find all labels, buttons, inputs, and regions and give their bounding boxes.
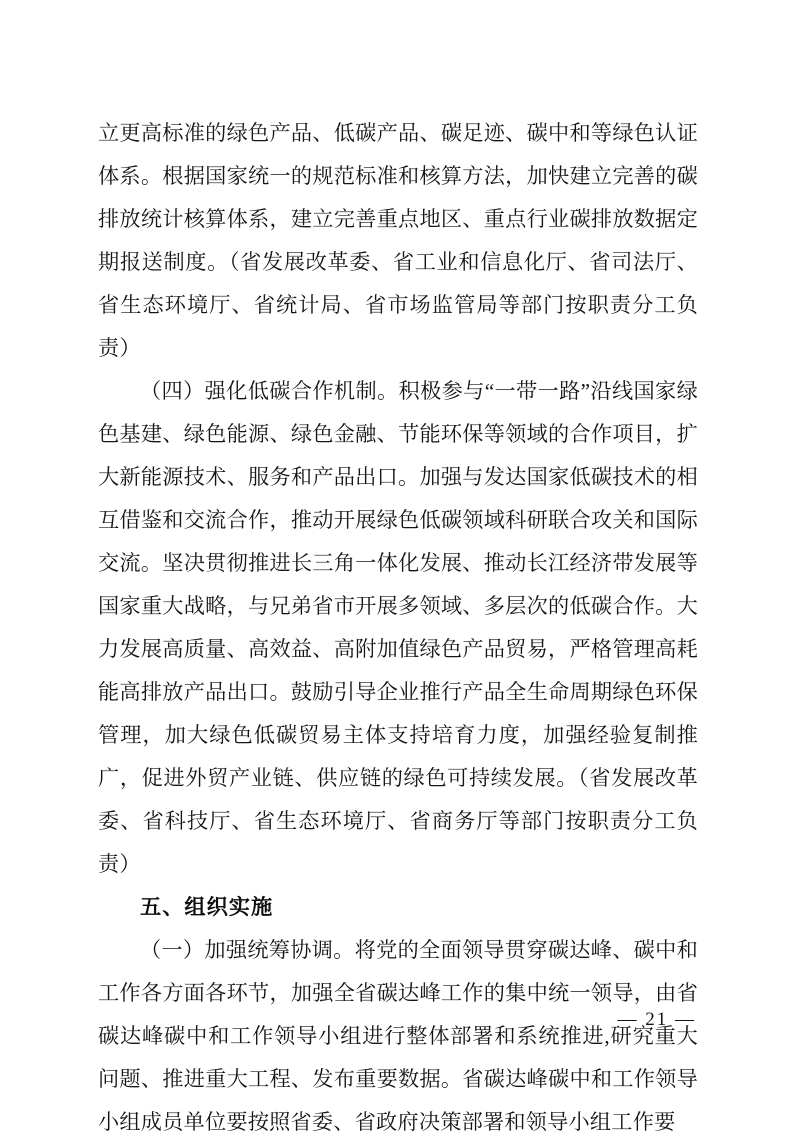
paragraph-section-four: （四）强化低碳合作机制。积极参与“一带一路”沿线国家绿色基建、绿色能源、绿色金融、节能环保等领域的合作项目，扩大新能源技术、服务和产品出口。加强与发达国家低碳技术的相互借鉴和交流合作，推动开展绿色低碳领域科研联合攻关和国际交流。坚决贯彻推进长三角一体化发展、推动长江经济带发展等国家重大战略，与兄弟省市开展多领域、多层次的低碳合作。大力发展高质量、高效益、高附加值绿色产品贸易，严格管理高耗能高排放产品出口。鼓励引导企业推行产品全生命周期绿色环保管理，加大绿色低碳贸易主体支持培育力度，加强经验复制推广，促进外贸产业链、供应链的绿色可持续发展。（省发展改革委、省科技厅、省生态环境厅、省商务厅等部门按职责分工负责）: [98, 379, 698, 876]
paragraph-continuation: 立更高标准的绿色产品、低碳产品、碳足迹、碳中和等绿色认证体系。根据国家统一的规范标准和核算方法，加快建立完善的碳排放统计核算体系，建立完善重点地区、重点行业碳排放数据定期报送制度。（省发展改革委、省工业和信息化厅、省司法厅、省生态环境厅、省统计局、省市场监管局等部门按职责分工负责）: [98, 121, 698, 360]
section-heading-five: 五、组织实施: [140, 896, 274, 919]
page-number: — 21 —: [617, 1009, 696, 1030]
document-body: [98, 112, 698, 1144]
paragraph-subsection-one: （一）加强统筹协调。将党的全面领导贯穿碳达峰、碳中和工作各方面各环节，加强全省碳达峰工作的集中统一领导，由省碳达峰碳中和工作领导小组进行整体部署和系统推进,研究重大问题、推进重大工程、发布重要数据。省碳达峰碳中和工作领导小组成员单位要按照省委、省政府决策部署和领导小组工作要: [98, 938, 698, 1134]
